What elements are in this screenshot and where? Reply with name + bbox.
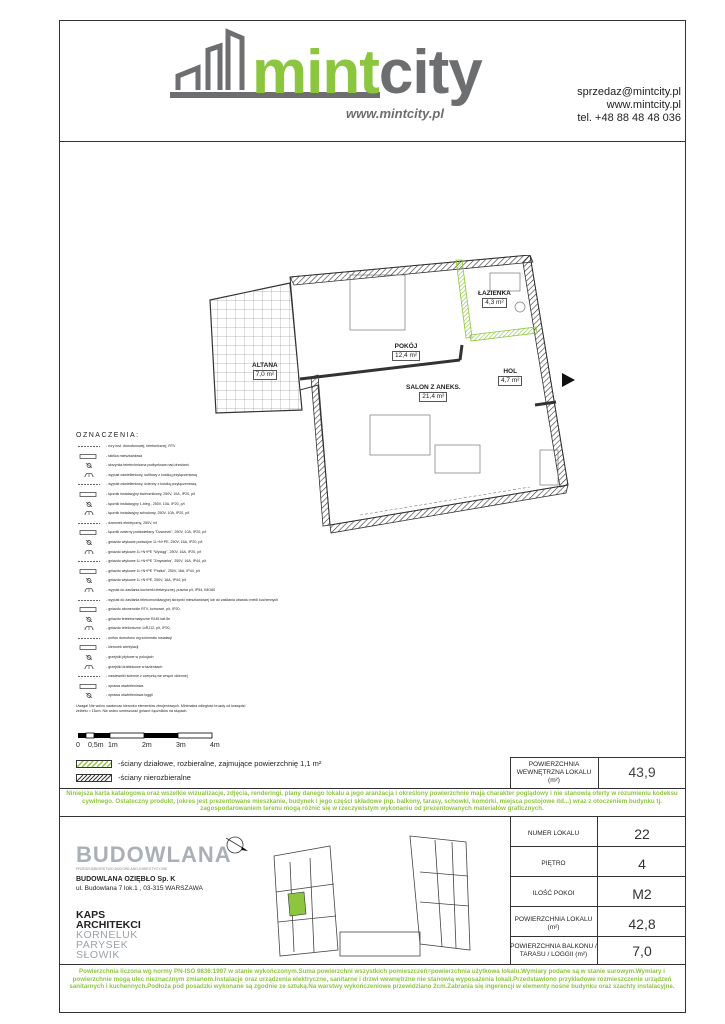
table-value: M2	[632, 886, 652, 902]
legend-item	[76, 576, 246, 586]
legend-item-label: - łącznik instalacyjny schodowy, 250V, 10A, IP20, p/t	[106, 511, 190, 516]
scale-bar	[76, 732, 226, 752]
contact-block	[577, 86, 681, 125]
legend-item-label: - gniazdo wtykowe 1L+N+PE "Pralka", 250V, 16A, IP44, p/t	[106, 568, 200, 573]
contact-email[interactable]: sprzedaz@mintcity.pl	[577, 86, 681, 98]
contact-phone[interactable]: tel. +48 88 48 48 036	[577, 112, 681, 124]
legend-symbol-icon	[76, 550, 102, 555]
scale-label-0: 0	[76, 742, 80, 749]
company-name: BUDOWLANA OZIĘBŁO Sp. K	[76, 876, 176, 883]
room-altana: ALTANA 7,0 m²	[252, 362, 278, 378]
load-wall-swatch	[76, 774, 112, 782]
brand-mint: mint	[252, 38, 379, 107]
legend-item-label: - wypust oświetleniowy, ścienny z kostką przyłączeniową	[106, 482, 197, 487]
legend-symbol-icon	[76, 598, 102, 603]
legend-item-label: - rury inst. domofonowej, telefonicznej, RTV	[106, 444, 176, 448]
room-pokoj: POKÓJ 12,4 m²	[392, 343, 420, 361]
internal-area-label: POWIERZCHNIA WEWNĘTRZNA LOKALU (m²)	[516, 761, 592, 784]
legend-item	[76, 682, 246, 692]
contact-website[interactable]: www.mintcity.pl	[606, 99, 681, 111]
table-label: NUMER LOKALU	[510, 817, 598, 851]
legend-item-label: - gniazdo wtykowe podwójne 1L+N+PE, 250V, 16A, IP20, p/t	[106, 539, 203, 544]
legend-item-label: - gniazdo wtykowe 1L+N+PE, 250V, 16A, IP44, p/t	[106, 578, 186, 583]
legend-item-label: - skrzynka teletechniczna podtynkowa nad drzwiami	[106, 463, 189, 468]
legend-symbol-icon	[76, 454, 102, 459]
brand-wordmark	[252, 38, 482, 107]
legend-item	[76, 605, 246, 615]
architects-line-4: PARYSEK	[76, 939, 129, 951]
altana-terrace	[210, 283, 302, 413]
architects-line-1: KAPS	[76, 909, 106, 921]
legend-symbol-icon	[76, 607, 102, 612]
north-compass-icon	[220, 830, 250, 860]
legend-item	[76, 615, 246, 625]
legend-symbol-icon	[76, 530, 102, 535]
partition-wall-label: -ściany działowe, rozbieralne, zajmujące powierzchnię 1,1 m²	[118, 759, 322, 768]
legend-item	[76, 509, 246, 519]
legend-item-label: - grzejniki drabinkowe w łazienkach	[106, 664, 163, 669]
legend-item-label: - gniazdo wtykowe 1L+N+PE "Zmywarka", 250V, 16A, IP44, p/t	[106, 559, 207, 564]
legend-title: OZNACZENIA:	[76, 432, 140, 439]
disclaimer-top-divider	[59, 788, 686, 789]
footer-note: Powierzchnia liczona wg normy PN-ISO 9836:1997 w stanie wykończonym.Suma powierzchni wszystkich pomieszczeń=powierzchnia użytkowa lokalu.Wymiary podane są w stanie surowym.Wymiary i powierzchnie mogą ulec nieznacznym zmianom.Instalacje oraz urządzenia elektryczne, sanitarne i drzwi wewnętrzne nie stanowią wyposażenia lokali.Przedstawiono przykładowe rozmieszczenie urządzeń sanitarnych i kuchennych.Podłoża pod posadzki wykonane są zgodnie ze sztuką.Na warstwy wykończeniowe przewidziano 2cm.Zabrania się ingerencji w elementy nośne budynku oraz szachty instalacyjne.	[69, 968, 675, 991]
legend-symbol-icon	[76, 463, 102, 468]
floor-plan	[190, 255, 590, 535]
architects-line-2: ARCHITEKCI	[76, 919, 141, 931]
table-value: 22	[634, 826, 650, 842]
table-row-balcony	[510, 936, 686, 965]
scale-label-3: 3m	[176, 742, 186, 749]
legend-item	[76, 452, 246, 462]
legend-symbol-icon	[76, 521, 102, 526]
legend-list	[76, 442, 279, 701]
legend-item-label: - łącznik instalacyjny 1-bieg., 250V, 10A, IP20, p/t	[106, 501, 185, 506]
legend-item-label: - wypust oświetleniowy, sufitowy z kostką przyłączeniową	[106, 472, 198, 477]
legend-symbol-icon	[76, 540, 102, 545]
legend-item	[76, 691, 246, 701]
architects-line-3: KORNELUK	[76, 929, 138, 941]
legend-symbol-icon	[76, 645, 102, 650]
legend-symbol-icon	[76, 492, 102, 497]
legend-item	[76, 557, 246, 567]
legend-symbol-icon	[76, 473, 102, 478]
legend-item-label: - gniazdo abonenckie RTV, końcowe, p/t, IP20,	[106, 607, 181, 612]
room-salon: SALON Z ANEKS. 21,4 m²	[406, 384, 461, 400]
disclaimer-text: Niniejsza karta katalogowa oraz wszelkie wizualizacje, zdjęcia, renderingi, plany danego lokalu a jego aranżacja i określony powierzchnie mają charakter poglądowy i nie stanowią oferty w rozumieniu kodeksu cywilnego. Ostateczny produkt, (okres jest prezentowane mieszkanie, budynek i jego części składowe (np. balkony, tarasy, schowki, komórki, miejsca postojowe itd...) wraz z otoczeniem budynku tj. zagospodarowaniem terenu mogą różnić się w rzeczywistym wykonaniu od prezentowanych materiałów graficznych.	[66, 790, 678, 813]
partition-wall-swatch	[76, 760, 112, 768]
budowlana-logo: BUDOWLANA	[76, 842, 232, 867]
legend-item-label: - łącznik instalacyjny świecznikowy, 250V, 10A, IP20, p/t	[106, 491, 196, 496]
site-plan-highlighted-unit	[288, 892, 306, 916]
legend-item	[76, 596, 279, 606]
legend-item-label: - unifon domofonu wg schematu instalacji	[106, 635, 172, 640]
legend-item-label: - wypust do zasilania kuchenki elektrycznej, puszka p/t, IP54, IMG80	[106, 587, 216, 592]
architects-line-5: SŁOWIK	[76, 949, 120, 961]
legend-item-label: - wypust do zasilania telekomunikacyjnej skrzynki mieszkaniowej lub do zasilania obwodu mebli kuchennych	[106, 597, 279, 602]
legend-item	[76, 663, 246, 673]
brand-url[interactable]: www.mintcity.pl	[346, 106, 444, 121]
legend-item	[76, 519, 246, 529]
legend-item	[76, 528, 246, 538]
legend-symbol-icon	[76, 684, 102, 689]
legend-item	[76, 480, 246, 490]
legend-symbol-icon	[76, 626, 102, 631]
brand-city: city	[378, 38, 482, 107]
scale-label-1: 1m	[108, 742, 118, 749]
legend-item-label: - nawiewniki ścienne z czerpnią we wnęce okiennej	[106, 674, 188, 679]
legend-item	[76, 624, 246, 634]
entrance-arrow	[562, 373, 575, 387]
legend-symbol-icon	[76, 444, 102, 449]
table-label: ILOŚĆ POKOI	[510, 877, 598, 911]
table-label: POWIERZCHNIA BALKONU / TARASU / LOGGII (m²)	[510, 937, 598, 965]
legend-item-label: - oprawa oświetleniowa loggii	[106, 693, 153, 698]
table-value: 42,8	[628, 916, 656, 932]
table-label: PIĘTRO	[510, 847, 598, 881]
legend-item-label: - kierunek wentylacji	[106, 645, 139, 650]
legend-item-label: - gniazdo telefoniczne 1xRJ12, p/t, IP20,	[106, 626, 171, 631]
legend-symbol-icon	[76, 578, 102, 583]
legend-item-label: - tablica mieszkaniowa	[106, 453, 143, 458]
room-hol: HOL 4,7 m²	[498, 368, 522, 386]
legend-symbol-icon	[76, 511, 102, 516]
legend-item-label: - oprawa oświetleniowa	[106, 683, 144, 688]
legend-item-label: - gniazdo teleinformatyczne RJ45 kat.5e	[106, 616, 171, 621]
site-plan	[270, 832, 486, 962]
company-address: ul. Budowlana 7 lok.1 , 03-315 WARSZAWA	[76, 885, 203, 892]
legend-item	[76, 471, 246, 481]
legend-symbol-icon	[76, 502, 102, 507]
legend-item-label: - gniazdo wtykowe 1L+N+PE "Wyciąg", 250V, 16A, IP20, p/t	[106, 549, 202, 554]
legend-item	[76, 653, 246, 663]
legend-item	[76, 643, 246, 653]
internal-area-value: 43,9	[628, 764, 656, 780]
table-label: POWIERZCHNIA LOKALU (m²)	[510, 907, 598, 941]
architects-logo	[76, 910, 141, 960]
load-wall-label: -ściany nierozbieralne	[118, 773, 191, 782]
legend-item-label: - dzwonek elektryczny, 250V, n/t	[106, 520, 158, 525]
legend-symbol-icon	[76, 693, 102, 698]
legend-item-label: - łącznik zwierny podświetlany "Dzwonek", 250V, 10A, IP20, p/t	[106, 530, 207, 535]
scale-label-2: 2m	[142, 742, 152, 749]
table-value: 7,0	[632, 943, 652, 959]
legend-symbol-icon	[76, 559, 102, 564]
scale-ruler	[76, 732, 226, 742]
legend-symbol-icon	[76, 674, 102, 679]
legend-item	[76, 490, 246, 500]
legend-symbol-icon	[76, 588, 102, 593]
room-lazienka: ŁAZIENKA 4,3 m²	[478, 290, 511, 306]
scale-label-05: 0,5m	[88, 742, 104, 749]
legend-item	[76, 548, 246, 558]
legend-item	[76, 634, 246, 644]
legend-item	[76, 538, 246, 548]
budowlana-logo-sub: PRZEDSIĘBIORSTWO BUDOWLANO-INWESTYCYJNE	[76, 867, 168, 871]
legend-symbol-icon	[76, 636, 102, 641]
legend-item-label: - grzejniki płytowe w pokojach	[106, 655, 154, 660]
legend-item	[76, 567, 246, 577]
legend-item	[76, 586, 246, 596]
legend-item	[76, 672, 246, 682]
legend-symbol-icon	[76, 617, 102, 622]
legend-symbol-icon	[76, 655, 102, 660]
table-value: 4	[638, 856, 646, 872]
header-divider	[59, 141, 686, 142]
scale-label-4: 4m	[210, 742, 220, 749]
legend-item	[76, 500, 246, 510]
legend-item	[76, 442, 246, 452]
legend-symbol-icon	[76, 569, 102, 574]
legend-symbol-icon	[76, 482, 102, 487]
hall-wall	[460, 345, 462, 360]
legend-note: Uwaga! Nie wolno nawiercać kierunku elementów zbrojeniowych. Minimalna odległość bruzdy od krawędzi żelbetu = 15cm. Nie wolno umieszczać gniazd i łączników na słupach.	[76, 704, 246, 713]
legend-symbol-icon	[76, 665, 102, 670]
legend-item	[76, 461, 246, 471]
